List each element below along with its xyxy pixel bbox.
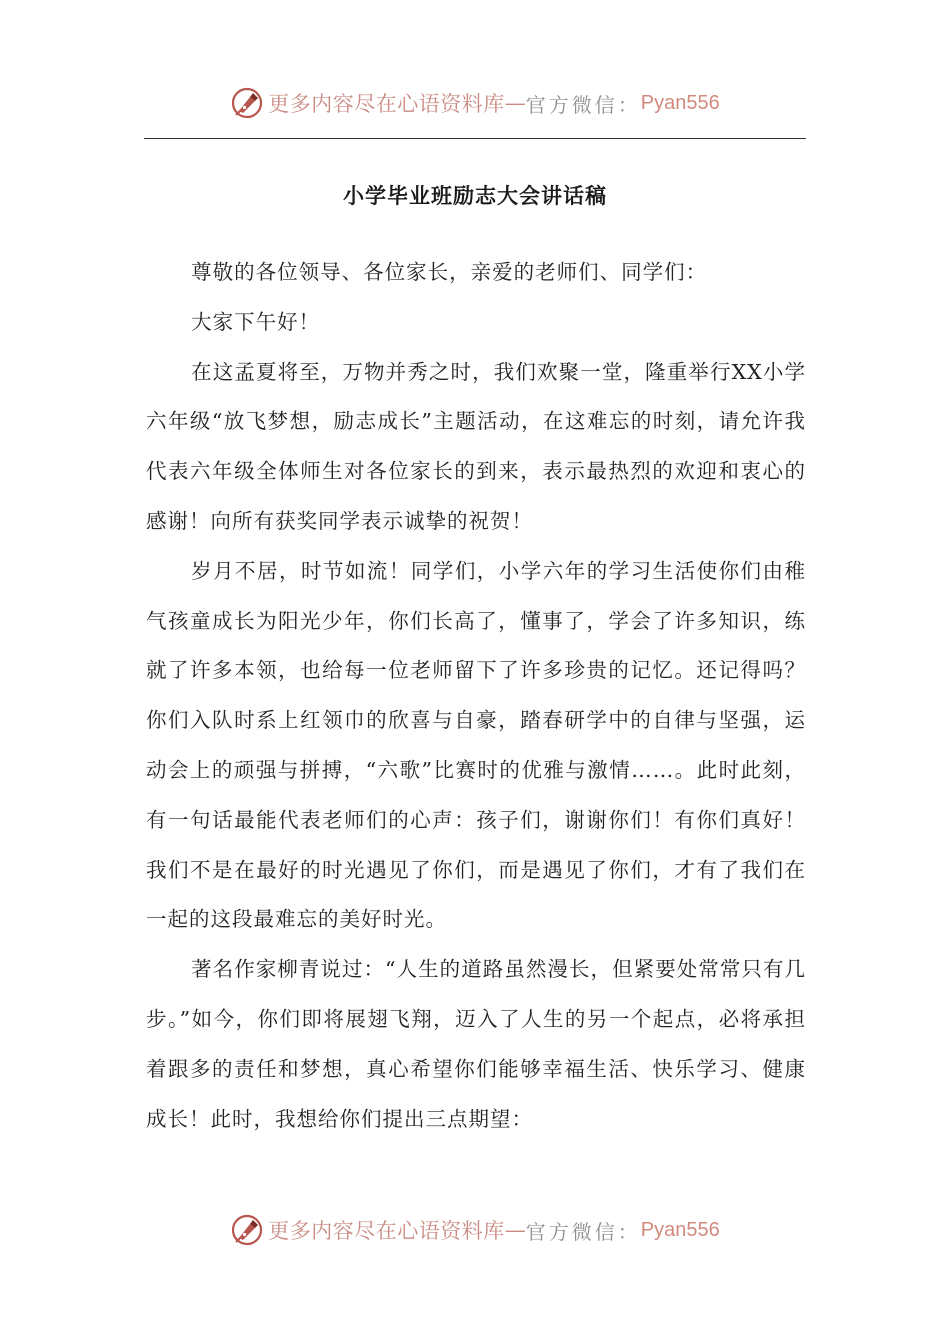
header-banner	[0, 83, 950, 123]
brand-text: 更多内容尽在心语资料库	[268, 1219, 505, 1243]
footer-banner	[0, 1210, 950, 1250]
brand-text: 更多内容尽在心语资料库	[268, 92, 505, 116]
document-title: 小学毕业班励志大会讲话稿	[343, 184, 607, 208]
paragraph-welcome: 在这孟夏将至，万物并秀之时，我们欢聚一堂，隆重举行XX小学六年级“放飞梦想，励志成长”主题活动，在这难忘的时刻，请允许我代表六年级全体师生对各位家长的到来，表示最热烈的欢迎和衷心的感谢！向所有获奖同学表示诚挚的祝贺！	[146, 359, 806, 533]
pen-nib-logo-icon	[230, 1213, 264, 1247]
paragraph-salutation: 尊敬的各位领导、各位家长，亲爱的老师们、同学们：	[191, 260, 708, 284]
wechat-id: Pyan556	[640, 1218, 720, 1241]
header-divider	[144, 138, 806, 139]
paragraph-memories: 岁月不居，时节如流！同学们，小学六年的学习生活使你们由稚气孩童成长为阳光少年，你们长高了，懂事了，学会了许多知识，练就了许多本领，也给每一位老师留下了许多珍贵的记忆。还记得吗？你们入队时系上红领巾的欣喜与自豪，踏春研学中的自律与坚强，运动会上的顽强与拼搏，“六歌”比赛时的优雅与激情……。此时此刻，有一句话最能代表老师们的心声：孩子们，谢谢你们！有你们真好！我们不是在最好的时光遇见了你们，而是遇见了你们，才有了我们在一起的这段最难忘的美好时光。	[146, 558, 806, 932]
paragraph-greeting: 大家下午好！	[191, 309, 321, 334]
wechat-id: Pyan556	[640, 91, 720, 114]
banner-dash: —	[504, 1218, 526, 1242]
paragraph-expectations: 著名作家柳青说过：“人生的道路虽然漫长，但紧要处常常只有几步。”如今，你们即将展翅飞翔，迈入了人生的另一个起点，必将承担着跟多的责任和梦想，真心希望你们能够幸福生活、快乐学习、健康成长！此时，我想给你们提出三点期望：	[146, 957, 806, 1131]
document-body	[146, 248, 806, 1144]
wechat-label: 官方微信：	[525, 1219, 641, 1244]
banner-dash: —	[504, 91, 526, 115]
pen-nib-logo-icon	[230, 86, 264, 120]
wechat-label: 官方微信：	[525, 92, 641, 117]
